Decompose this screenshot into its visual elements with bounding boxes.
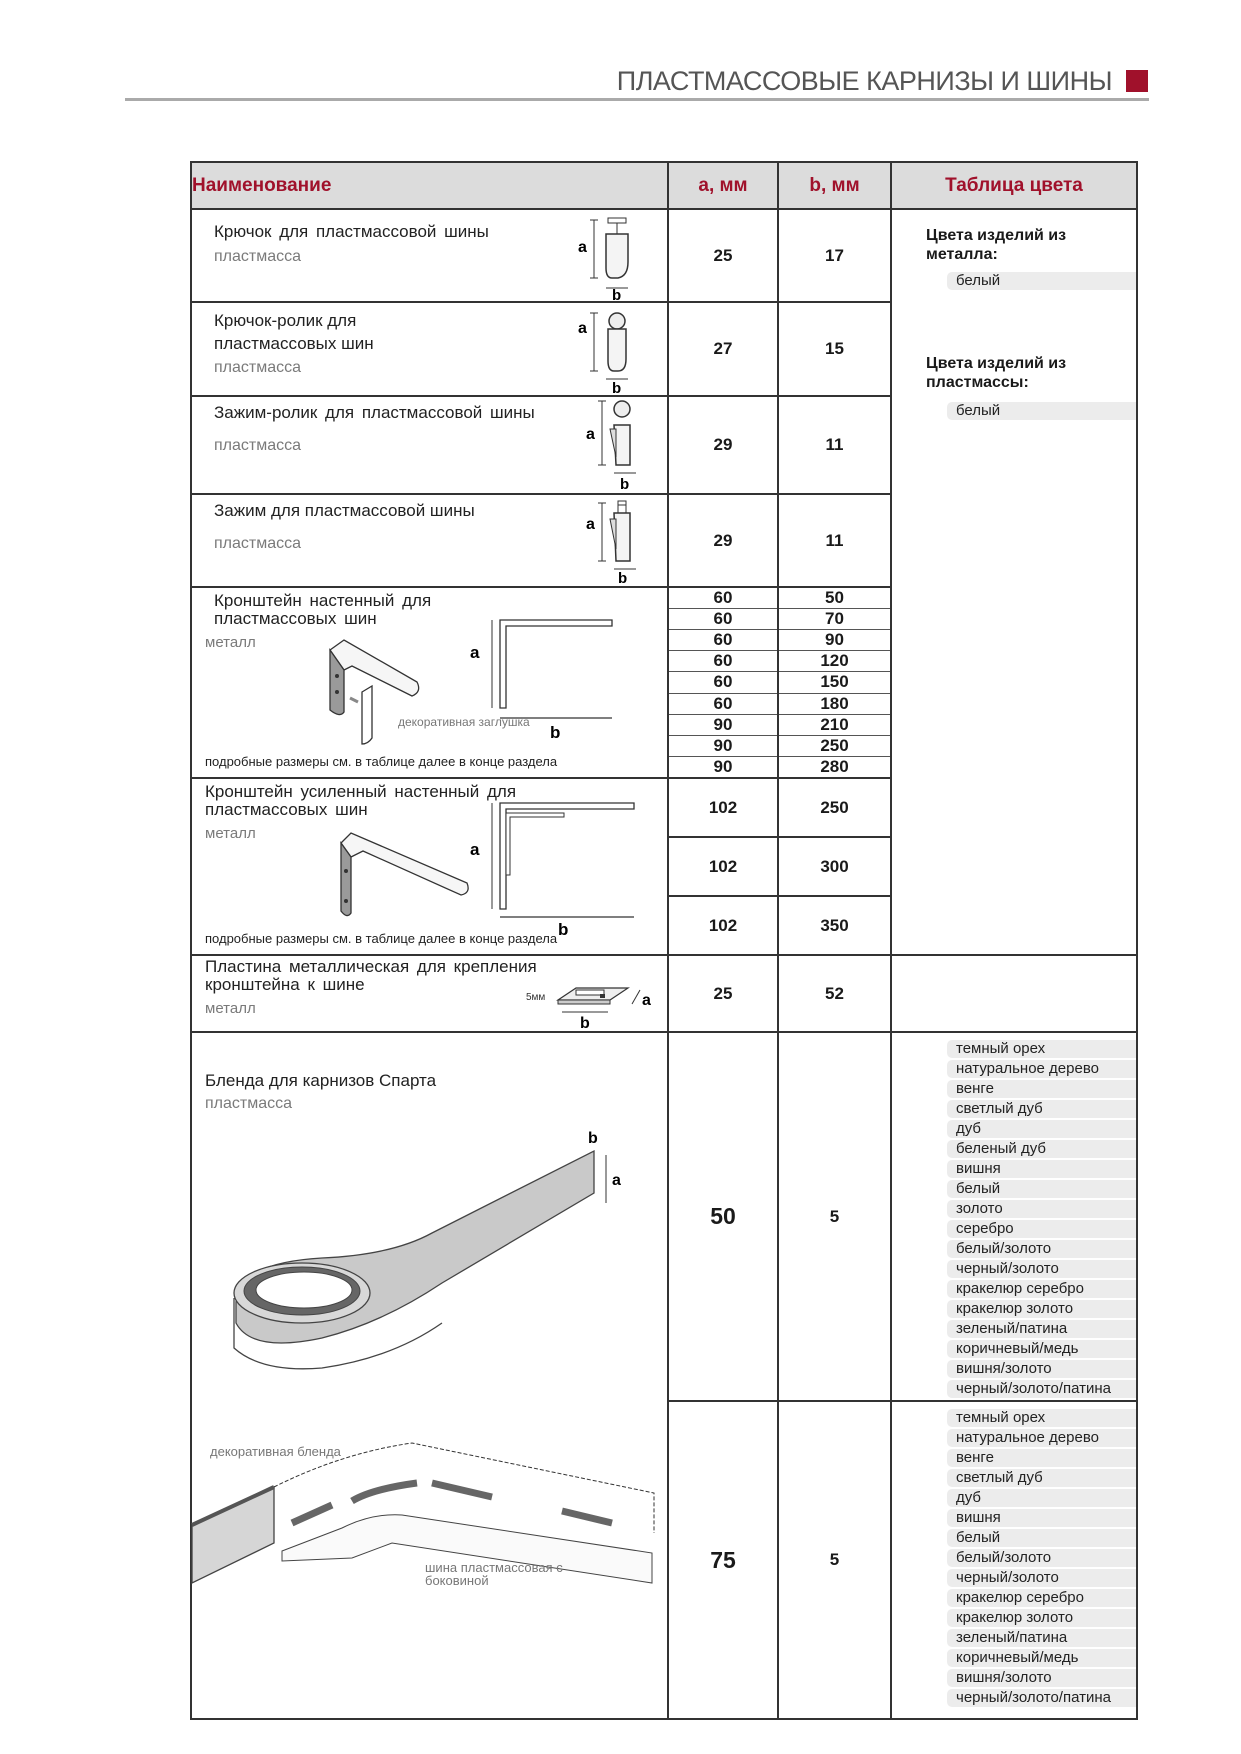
product-name: Бленда для карнизов Спарта: [205, 1071, 437, 1090]
header-divider: [125, 98, 1149, 101]
size-a: 90: [668, 756, 778, 778]
size-b: 180: [778, 693, 891, 714]
size-a: 27: [668, 302, 778, 396]
color-item: натуральное дерево: [947, 1429, 1136, 1447]
size-b: 11: [778, 494, 891, 587]
product-cell: [191, 396, 668, 494]
color-item: черный/золото: [947, 1260, 1136, 1278]
roller-clip-diagram: [580, 399, 640, 493]
color-item: зеленый/патина: [947, 1629, 1136, 1647]
color-cell-blend-50: [891, 1032, 1137, 1401]
product-cell: [191, 494, 668, 587]
product-name: Кронштейн усиленный настенный для пластмассовых шин: [205, 782, 517, 819]
blend-label: декоративная бленда: [210, 1444, 341, 1459]
roller-hook-diagram: [572, 309, 632, 397]
size-a: 90: [668, 735, 778, 756]
svg-text:a: a: [578, 239, 587, 256]
size-b: 280: [778, 756, 891, 778]
size-a: 60: [668, 587, 778, 609]
svg-text:b: b: [580, 1015, 590, 1032]
size-a: 60: [668, 609, 778, 630]
svg-text:a: a: [470, 643, 480, 662]
table-header-row: [191, 162, 1137, 209]
product-cell: [191, 778, 668, 955]
svg-text:a: a: [612, 1172, 621, 1189]
size-a: 60: [668, 651, 778, 672]
color-item: дуб: [947, 1489, 1136, 1507]
color-item: белый: [947, 1529, 1136, 1547]
color-item: коричневый/медь: [947, 1340, 1136, 1358]
product-cell: [191, 209, 668, 302]
svg-text:a: a: [470, 840, 480, 859]
size-b: 250: [778, 778, 891, 837]
size-a: 60: [668, 672, 778, 693]
size-a: 60: [668, 693, 778, 714]
rail-label: шина пластмассовая с боковиной: [425, 1560, 563, 1588]
color-item: золото: [947, 1200, 1136, 1218]
color-item: темный орех: [947, 1040, 1136, 1058]
col-a-header: a, мм: [668, 162, 778, 209]
product-material: пластмасса: [214, 535, 302, 552]
size-a: 29: [668, 396, 778, 494]
color-item: дуб: [947, 1120, 1136, 1138]
clip-diagram: [580, 497, 640, 587]
product-name: Кронштейн настенный для пластмассовых шин: [214, 591, 432, 628]
product-name: Зажим-ролик для пластмассовой шины: [214, 403, 535, 422]
svg-text:b: b: [618, 570, 628, 587]
section-title: ПЛАСТМАССОВЫЕ КАРНИЗЫ И ШИНЫ: [616, 66, 1112, 96]
svg-text:a: a: [586, 516, 595, 533]
size-a: 75: [668, 1401, 778, 1719]
color-item: коричневый/медь: [947, 1649, 1136, 1667]
svg-text:b: b: [588, 1130, 598, 1147]
size-a: 102: [668, 837, 778, 896]
size-a: 29: [668, 494, 778, 587]
size-b: 5: [778, 1401, 891, 1719]
product-material: пластмасса: [214, 359, 302, 376]
color-item: белый/золото: [947, 1549, 1136, 1567]
plastic-colors-title: Цвета изделий из пластмассы:: [926, 355, 1067, 391]
color-item: черный/золото/патина: [947, 1380, 1136, 1398]
svg-text:a: a: [586, 426, 595, 443]
color-item: светлый дуб: [947, 1469, 1136, 1487]
color-item: кракелюр золото: [947, 1300, 1136, 1318]
size-note: подробные размеры см. в таблице далее в конце раздела: [205, 754, 558, 769]
table-row: [191, 955, 1137, 1032]
size-b: 70: [778, 609, 891, 630]
color-item: зеленый/патина: [947, 1320, 1136, 1338]
product-name: Пластина металлическая для крепления кронштейна к шине: [205, 957, 537, 994]
table-row: [191, 209, 1137, 302]
color-item: венге: [947, 1449, 1136, 1467]
size-a: 25: [668, 955, 778, 1032]
size-note: подробные размеры см. в таблице далее в конце раздела: [205, 931, 558, 946]
size-b: 90: [778, 630, 891, 651]
col-colors-header: Таблица цвета: [891, 162, 1137, 209]
size-b: 350: [778, 896, 891, 955]
color-item: беленый дуб: [947, 1140, 1136, 1158]
size-b: 15: [778, 302, 891, 396]
size-b: 250: [778, 735, 891, 756]
size-b: 120: [778, 651, 891, 672]
product-material: пластмасса: [214, 437, 302, 454]
color-item: кракелюр золото: [947, 1609, 1136, 1627]
svg-text:b: b: [612, 287, 622, 304]
size-b: 52: [778, 955, 891, 1032]
color-list: [892, 1409, 1136, 1707]
plate-diagram: [552, 980, 662, 1030]
svg-text:b: b: [612, 380, 622, 397]
color-item: светлый дуб: [947, 1100, 1136, 1118]
size-a: 90: [668, 714, 778, 735]
color-cell-empty: [891, 955, 1137, 1032]
color-item: черный/золото/патина: [947, 1689, 1136, 1707]
size-a: 102: [668, 896, 778, 955]
color-item: венге: [947, 1080, 1136, 1098]
product-material: пластмасса: [214, 248, 302, 265]
reinforced-bracket-dimension-diagram: [470, 801, 652, 939]
col-name-header: Наименование: [191, 162, 668, 209]
color-item: кракелюр серебро: [947, 1589, 1136, 1607]
color-cell-general: [891, 209, 1137, 955]
size-a: 102: [668, 778, 778, 837]
size-b: 5: [778, 1032, 891, 1401]
svg-text:b: b: [550, 723, 561, 742]
cap-label: декоративная заглушка: [398, 715, 530, 729]
product-cell: [191, 1032, 668, 1719]
size-b: 50: [778, 587, 891, 609]
product-material: металл: [205, 825, 256, 842]
size-b: 11: [778, 396, 891, 494]
svg-text:a: a: [642, 992, 651, 1009]
size-a: 25: [668, 209, 778, 302]
product-table: [190, 161, 1138, 1720]
color-item: вишня/золото: [947, 1669, 1136, 1687]
wall-bracket-dimension-diagram: [470, 618, 632, 742]
table-row: [191, 1032, 1137, 1401]
product-name: Зажим для пластмассовой шины: [214, 501, 475, 520]
size-b: 210: [778, 714, 891, 735]
color-item: белый/золото: [947, 1240, 1136, 1258]
hook-diagram: [572, 216, 632, 304]
size-a: 60: [668, 630, 778, 651]
color-cell-blend-75: [891, 1401, 1137, 1719]
color-list: [892, 1040, 1136, 1398]
section-marker: [1126, 70, 1148, 92]
reinforced-bracket-illustration: [337, 819, 477, 919]
color-item: белый: [947, 272, 1136, 290]
color-item: вишня/золото: [947, 1360, 1136, 1378]
svg-text:b: b: [558, 920, 569, 939]
product-name: Крючок-ролик для пластмассовых шин: [214, 311, 374, 353]
color-item: кракелюр серебро: [947, 1280, 1136, 1298]
svg-text:b: b: [620, 476, 630, 493]
blend-roll-illustration: [232, 1130, 632, 1393]
metal-colors-title: Цвета изделий из металла:: [926, 227, 1067, 263]
product-cell: [191, 302, 668, 396]
product-material: пластмасса: [205, 1095, 293, 1112]
size-b: 150: [778, 672, 891, 693]
color-item: белый: [947, 1180, 1136, 1198]
product-material: металл: [205, 1000, 256, 1017]
col-b-header: b, мм: [778, 162, 891, 209]
color-item: белый: [947, 402, 1136, 420]
color-item: темный орех: [947, 1409, 1136, 1427]
color-item: вишня: [947, 1160, 1136, 1178]
product-material: металл: [205, 634, 256, 651]
color-item: вишня: [947, 1509, 1136, 1527]
thickness-label: 5мм: [526, 992, 546, 1003]
product-cell: [191, 587, 668, 778]
size-b: 300: [778, 837, 891, 896]
color-item: серебро: [947, 1220, 1136, 1238]
product-name: Крючок для пластмассовой шины: [214, 222, 489, 241]
wall-bracket-illustration: [322, 640, 442, 750]
svg-text:a: a: [578, 320, 587, 337]
size-a: 50: [668, 1032, 778, 1401]
color-item: натуральное дерево: [947, 1060, 1136, 1078]
size-b: 17: [778, 209, 891, 302]
color-item: черный/золото: [947, 1569, 1136, 1587]
product-cell: [191, 955, 668, 1032]
